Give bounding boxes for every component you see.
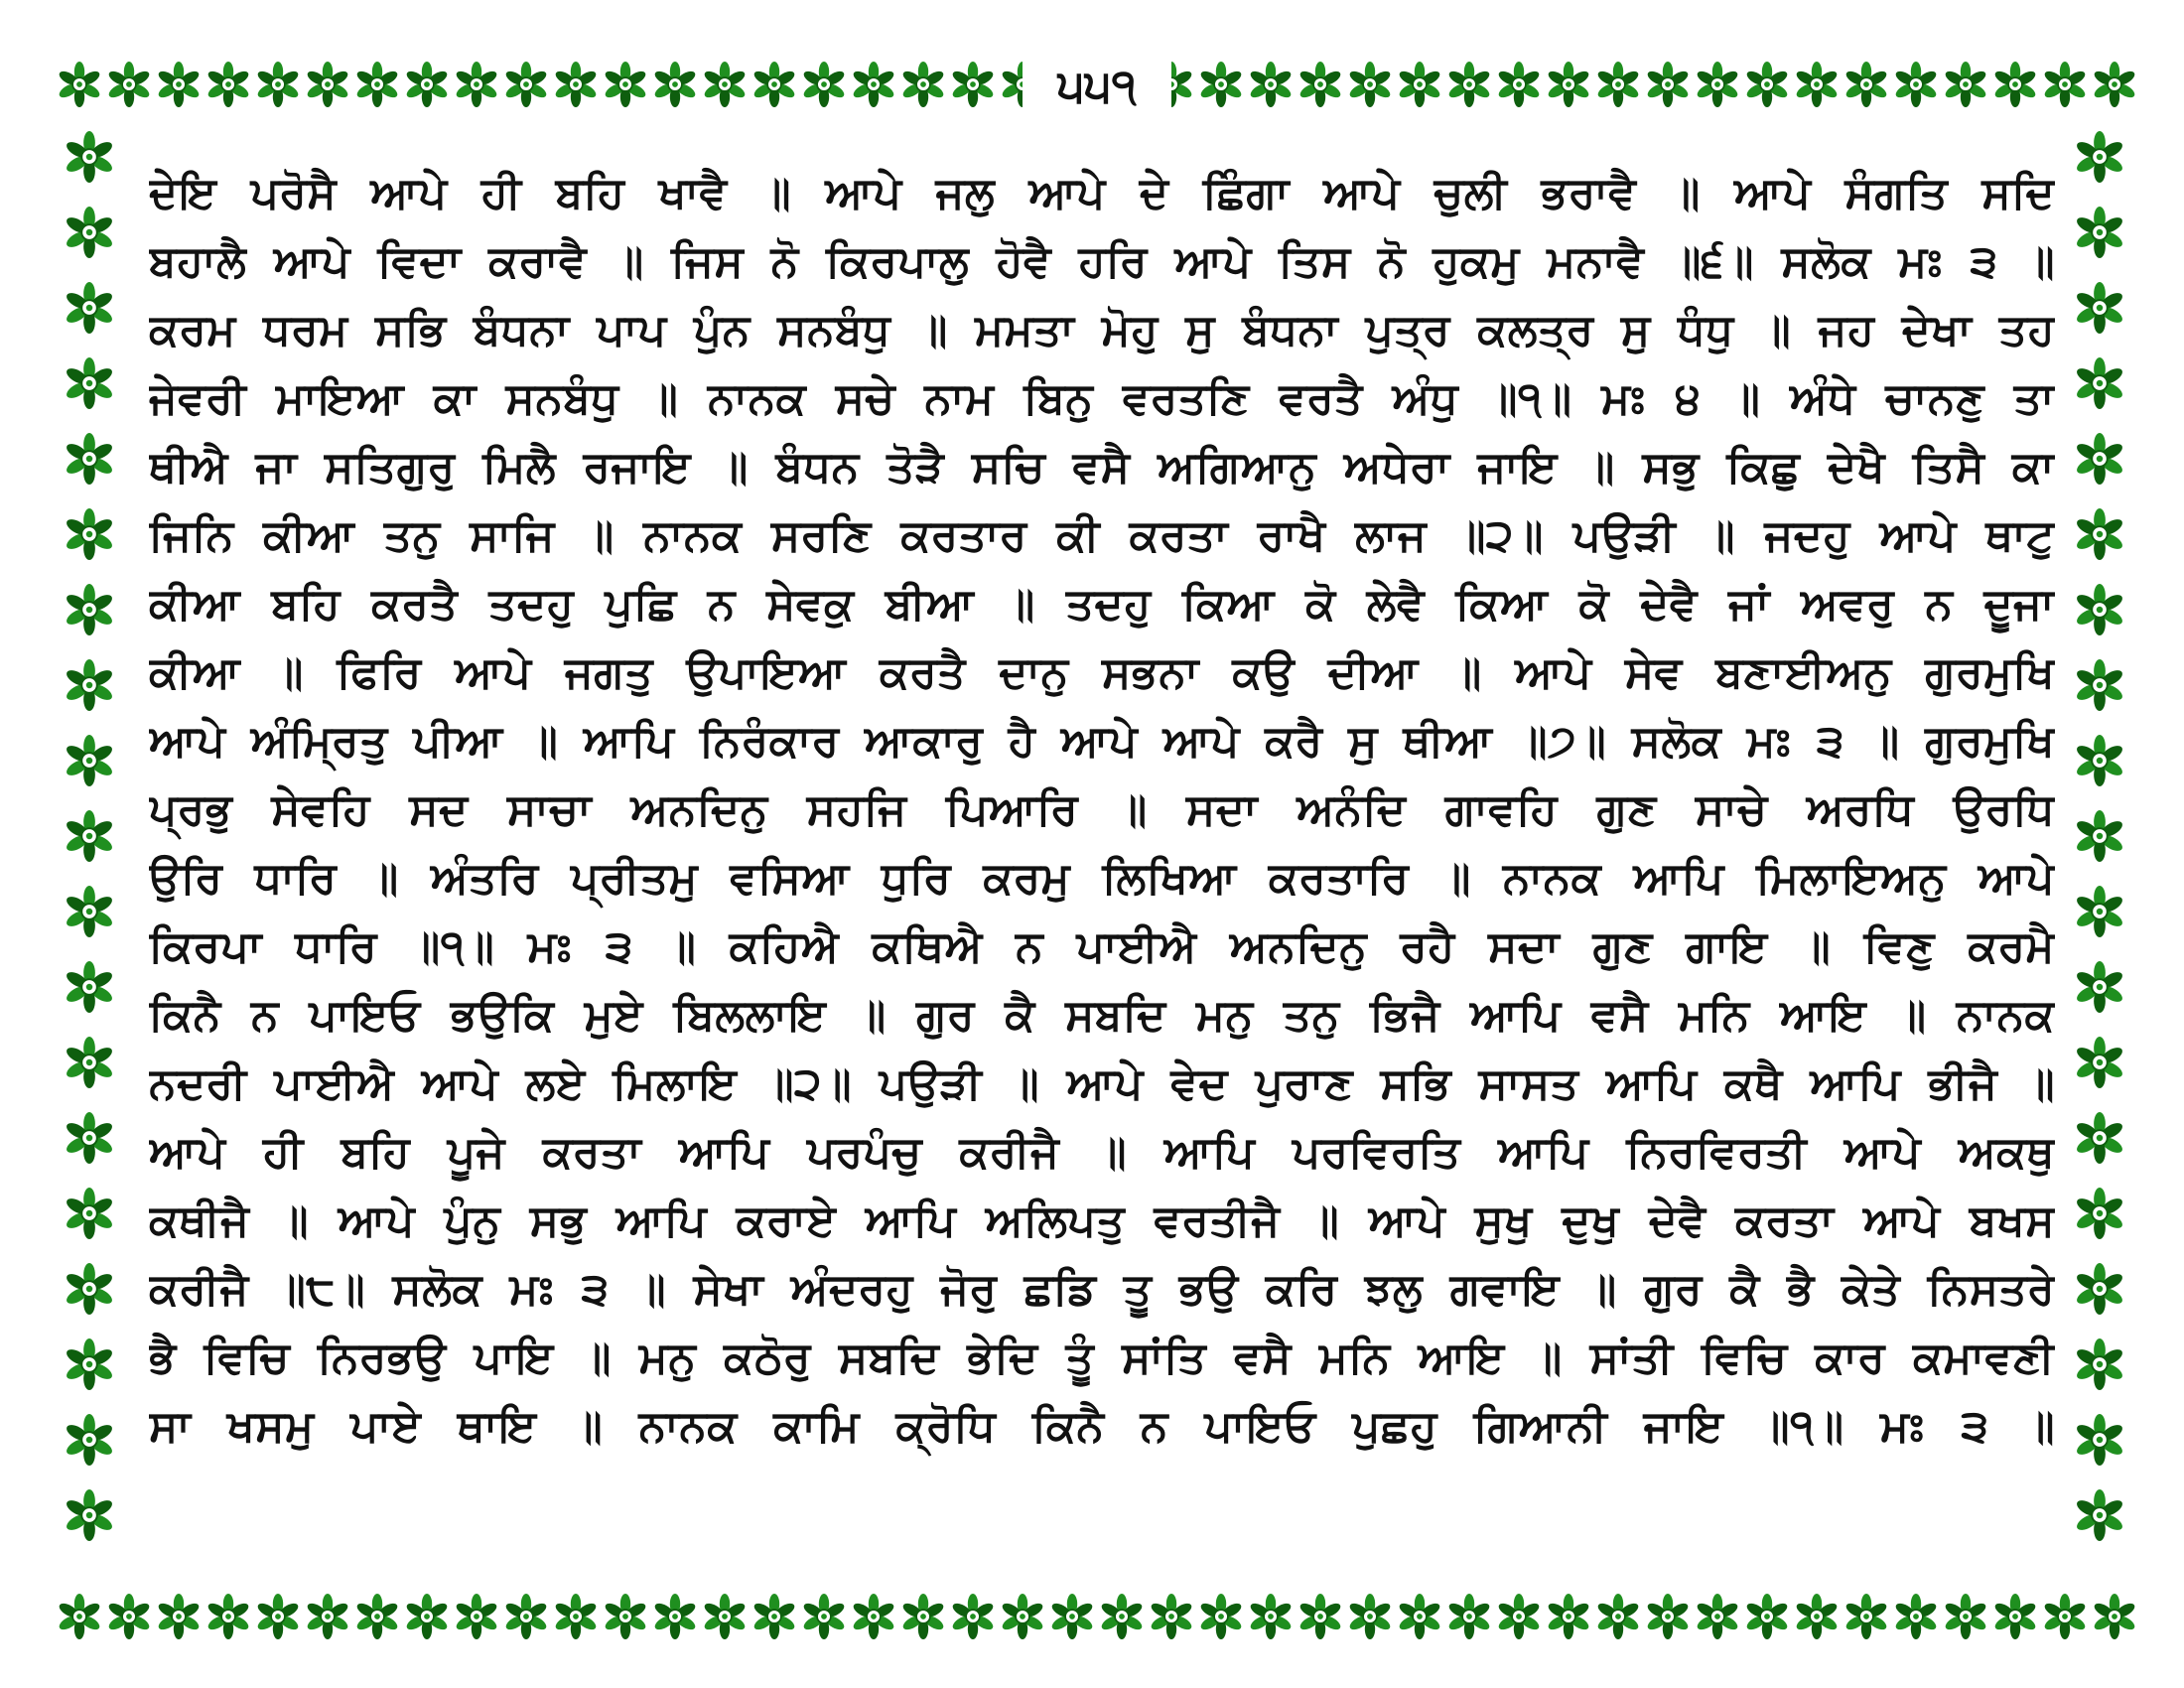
flower-icon	[156, 62, 202, 107]
flower-icon	[255, 62, 301, 107]
text-line: ਕਿਰਪਾ ਧਾਰਿ ॥੧॥ ਮਃ ੩ ॥ ਕਹਿਐ ਕਥਿਐ ਨ ਪਾਈਐ ਅਨਦਿਨੁ ਰਹੈ ਸਦਾ ਗੁਣ ਗਾਇ ॥ ਵਿਣੁ ਕਰਮੈ	[149, 921, 2055, 972]
page-number: ੫੫੧	[1057, 59, 1137, 112]
text-line: ਦੇਇ ਪਰੋਸੈ ਆਪੇ ਹੀ ਬਹਿ ਖਾਵੈ ॥ ਆਪੇ ਜਲੁ ਆਪੇ ਦੇ ਛਿੰਗਾ ਆਪੇ ਚੁਲੀ ਭਰਾਵੈ ॥ ਆਪੇ ਸੰਗਤਿ ਸਦਿ	[149, 168, 2055, 218]
flower-icon	[1397, 62, 1442, 107]
flower-icon	[751, 1594, 797, 1639]
flower-icon	[2074, 1263, 2125, 1315]
flower-icon	[1893, 62, 1939, 107]
flower-icon	[851, 1594, 896, 1639]
text-line: ਆਪੇ ਹੀ ਬਹਿ ਪੂਜੇ ਕਰਤਾ ਆਪਿ ਪਰਪੰਚੁ ਕਰੀਜੈ ॥ ਆਪਿ ਪਰਵਿਰਤਿ ਆਪਿ ਨਿਰਵਿਰਤੀ ਆਪੇ ਅਕਥੁ	[149, 1127, 2055, 1178]
flower-icon	[1000, 1594, 1045, 1639]
flower-icon	[1446, 1594, 1492, 1639]
flower-icon	[2074, 1112, 2125, 1164]
flower-icon	[1297, 1594, 1343, 1639]
flower-icon	[1843, 62, 1889, 107]
flower-icon	[1943, 1594, 1988, 1639]
flower-icon	[1695, 1594, 1740, 1639]
flower-icon	[354, 1594, 400, 1639]
flower-icon	[2074, 810, 2125, 862]
flower-icon	[255, 1594, 301, 1639]
flower-icon	[64, 1188, 115, 1239]
text-line: ਕਰੀਜੈ ॥੮॥ ਸਲੋਕ ਮਃ ੩ ॥ ਸੇਖਾ ਅੰਦਰਹੁ ਜੋਰੁ ਛਡਿ ਤੂ ਭਉ ਕਰਿ ਝਲੁ ਗਵਾਇ ॥ ਗੁਰ ਕੈ ਭੈ ਕੇਤੇ ਨਿਸਤਰੇ	[149, 1264, 2055, 1315]
flower-icon	[1943, 62, 1988, 107]
flower-icon	[1297, 62, 1343, 107]
flower-icon	[454, 1594, 499, 1639]
text-line: ਆਪੇ ਅੰਮ੍ਰਿਤੁ ਪੀਆ ॥ ਆਪਿ ਨਿਰੰਕਾਰ ਆਕਾਰੁ ਹੈ ਆਪੇ ਆਪੇ ਕਰੈ ਸੁ ਥੀਆ ॥੭॥ ਸਲੋਕ ਮਃ ੩ ॥ ਗੁਰਮੁਖਿ	[149, 716, 2055, 767]
flower-icon	[404, 62, 450, 107]
flower-icon	[2074, 961, 2125, 1013]
text-line: ਥੀਐ ਜਾ ਸਤਿਗੁਰੁ ਮਿਲੈ ਰਜਾਇ ॥ ਬੰਧਨ ਤੋੜੈ ਸਚਿ ਵਸੈ ਅਗਿਆਨੁ ਅਧੇਰਾ ਜਾਇ ॥ ਸਭੁ ਕਿਛੁ ਦੇਖੈ ਤਿਸੈ ਕਾ	[149, 442, 2055, 492]
flower-icon	[702, 62, 748, 107]
text-line: ਸਾ ਖਸਮੁ ਪਾਏ ਥਾਇ ॥ ਨਾਨਕ ਕਾਮਿ ਕ੍ਰੋਧਿ ਕਿਨੈ ਨ ਪਾਇਓ ਪੁਛਹੁ ਗਿਆਨੀ ਜਾਇ ॥੧॥ ਮਃ ੩ ॥	[149, 1401, 2055, 1452]
flower-icon	[2042, 1594, 2088, 1639]
flower-icon	[106, 62, 152, 107]
flower-icon	[2074, 508, 2125, 560]
text-line: ਜੇਵਰੀ ਮਾਇਆ ਕਾ ਸਨਬੰਧੁ ॥ ਨਾਨਕ ਸਚੇ ਨਾਮ ਬਿਨੁ ਵਰਤਣਿ ਵਰਤੈ ਅੰਧੁ ॥੧॥ ਮਃ ੪ ॥ ਅੰਧੇ ਚਾਨਣੁ ਤਾ	[149, 373, 2055, 424]
flower-icon	[106, 1594, 152, 1639]
text-line: ਕਿਨੈ ਨ ਪਾਇਓ ਭਉਕਿ ਮੁਏ ਬਿਲਲਾਇ ॥ ਗੁਰ ਕੈ ਸਬਦਿ ਮਨੁ ਤਨੁ ਭਿਜੈ ਆਪਿ ਵਸੈ ਮਨਿ ਆਇ ॥ ਨਾਨਕ	[149, 990, 2055, 1041]
flower-icon	[603, 62, 648, 107]
scripture-text	[149, 159, 2055, 1539]
flower-icon	[1893, 1594, 1939, 1639]
flower-icon	[2074, 1338, 2125, 1390]
flower-icon	[1496, 1594, 1542, 1639]
flower-icon	[1149, 1594, 1194, 1639]
flower-icon	[950, 62, 996, 107]
flower-icon	[1198, 1594, 1244, 1639]
flower-icon	[1794, 1594, 1840, 1639]
flower-icon	[1595, 62, 1641, 107]
flower-icon	[1794, 62, 1840, 107]
flower-icon	[1248, 62, 1294, 107]
flower-icon	[2074, 1037, 2125, 1088]
flower-icon	[64, 1489, 115, 1541]
flower-icon	[2074, 1489, 2125, 1541]
flower-icon	[1446, 62, 1492, 107]
text-line: ਪ੍ਰਭੁ ਸੇਵਹਿ ਸਦ ਸਾਚਾ ਅਨਦਿਨੁ ਸਹਜਿ ਪਿਆਰਿ ॥ ਸਦਾ ਅਨੰਦਿ ਗਾਵਹਿ ਗੁਣ ਸਾਚੇ ਅਰਧਿ ਉਰਧਿ	[149, 784, 2055, 835]
text-line: ਕੀਆ ਬਹਿ ਕਰਤੈ ਤਦਹੁ ਪੁਛਿ ਨ ਸੇਵਕੁ ਬੀਆ ॥ ਤਦਹੁ ਕਿਆ ਕੋ ਲੇਵੈ ਕਿਆ ਕੋ ਦੇਵੈ ਜਾਂ ਅਵਰੁ ਨ ਦੂਜਾ	[149, 579, 2055, 630]
text-line: ਕਰਮ ਧਰਮ ਸਭਿ ਬੰਧਨਾ ਪਾਪ ਪੁੰਨ ਸਨਬੰਧੁ ॥ ਮਮਤਾ ਮੋਹੁ ਸੁ ਬੰਧਨਾ ਪੁਤ੍ਰ ਕਲਤ੍ਰ ਸੁ ਧੰਧੁ ॥ ਜਹ ਦੇਖਾ ਤਹ	[149, 305, 2055, 355]
flower-icon	[751, 62, 797, 107]
flower-icon	[702, 1594, 748, 1639]
flower-icon	[652, 62, 698, 107]
flower-icon	[205, 62, 251, 107]
flower-icon	[64, 886, 115, 937]
flower-icon	[64, 131, 115, 183]
bottom-flower-border	[55, 1579, 2139, 1653]
flower-icon	[1397, 1594, 1442, 1639]
flower-icon	[64, 508, 115, 560]
flower-icon	[1645, 1594, 1691, 1639]
flower-icon	[57, 1594, 102, 1639]
flower-icon	[2074, 1414, 2125, 1466]
flower-icon	[900, 1594, 946, 1639]
left-flower-border	[55, 119, 124, 1579]
flower-icon	[1496, 62, 1542, 107]
flower-icon	[64, 433, 115, 485]
flower-icon	[801, 62, 847, 107]
flower-icon	[1744, 62, 1790, 107]
flower-icon	[64, 1112, 115, 1164]
flower-icon	[205, 1594, 251, 1639]
flower-icon	[64, 1414, 115, 1466]
flower-icon	[64, 584, 115, 635]
flower-icon	[64, 810, 115, 862]
flower-icon	[2074, 735, 2125, 786]
flower-icon	[2074, 131, 2125, 183]
flower-icon	[1248, 1594, 1294, 1639]
flower-icon	[64, 961, 115, 1013]
flower-icon	[1695, 62, 1740, 107]
flower-icon	[603, 1594, 648, 1639]
flower-icon	[1595, 1594, 1641, 1639]
flower-icon	[1744, 1594, 1790, 1639]
flower-icon	[503, 1594, 549, 1639]
flower-icon	[305, 1594, 350, 1639]
right-flower-border	[2065, 119, 2134, 1579]
flower-icon	[454, 62, 499, 107]
flower-icon	[2092, 62, 2137, 107]
flower-icon	[503, 62, 549, 107]
flower-icon	[1645, 62, 1691, 107]
flower-icon	[900, 62, 946, 107]
flower-icon	[64, 357, 115, 409]
flower-icon	[851, 62, 896, 107]
flower-icon	[64, 659, 115, 711]
flower-icon	[404, 1594, 450, 1639]
flower-icon	[2074, 886, 2125, 937]
flower-icon	[950, 1594, 996, 1639]
flower-icon	[2092, 1594, 2137, 1639]
flower-icon	[1198, 62, 1244, 107]
flower-icon	[57, 62, 102, 107]
text-line: ਕੀਆ ॥ ਫਿਰਿ ਆਪੇ ਜਗਤੁ ਉਪਾਇਆ ਕਰਤੈ ਦਾਨੁ ਸਭਨਾ ਕਉ ਦੀਆ ॥ ਆਪੇ ਸੇਵ ਬਣਾਈਅਨੁ ਗੁਰਮੁਖਿ	[149, 647, 2055, 698]
flower-icon	[1347, 62, 1393, 107]
flower-icon	[2074, 207, 2125, 258]
flower-icon	[1099, 1594, 1145, 1639]
flower-icon	[1843, 1594, 1889, 1639]
flower-icon	[553, 1594, 599, 1639]
flower-icon	[156, 1594, 202, 1639]
text-line: ਜਿਨਿ ਕੀਆ ਤਨੁ ਸਾਜਿ ॥ ਨਾਨਕ ਸਰਣਿ ਕਰਤਾਰ ਕੀ ਕਰਤਾ ਰਾਖੈ ਲਾਜ ॥੨॥ ਪਉੜੀ ॥ ਜਦਹੁ ਆਪੇ ਥਾਟੁ	[149, 510, 2055, 561]
flower-icon	[1992, 62, 2038, 107]
flower-icon	[64, 1037, 115, 1088]
flower-icon	[2074, 1188, 2125, 1239]
flower-icon	[553, 62, 599, 107]
flower-icon	[1546, 62, 1591, 107]
flower-icon	[652, 1594, 698, 1639]
text-line: ਬਹਾਲੈ ਆਪੇ ਵਿਦਾ ਕਰਾਵੈ ॥ ਜਿਸ ਨੋ ਕਿਰਪਾਲੁ ਹੋਵੈ ਹਰਿ ਆਪੇ ਤਿਸ ਨੋ ਹੁਕਮੁ ਮਨਾਵੈ ॥੬॥ ਸਲੋਕ ਮਃ ੩ ॥	[149, 236, 2055, 287]
flower-icon	[801, 1594, 847, 1639]
flower-icon	[1347, 1594, 1393, 1639]
flower-icon	[64, 735, 115, 786]
flower-icon	[1049, 1594, 1095, 1639]
flower-icon	[2042, 62, 2088, 107]
flower-icon	[2074, 357, 2125, 409]
flower-icon	[354, 62, 400, 107]
flower-icon	[1992, 1594, 2038, 1639]
flower-icon	[64, 1338, 115, 1390]
flower-icon	[64, 1263, 115, 1315]
flower-icon	[2074, 433, 2125, 485]
text-line: ਕਥੀਜੈ ॥ ਆਪੇ ਪੁੰਨੁ ਸਭੁ ਆਪਿ ਕਰਾਏ ਆਪਿ ਅਲਿਪਤੁ ਵਰਤੀਜੈ ॥ ਆਪੇ ਸੁਖੁ ਦੁਖੁ ਦੇਵੈ ਕਰਤਾ ਆਪੇ ਬਖਸ	[149, 1196, 2055, 1246]
text-line: ਨਦਰੀ ਪਾਈਐ ਆਪੇ ਲਏ ਮਿਲਾਇ ॥੨॥ ਪਉੜੀ ॥ ਆਪੇ ਵੇਦ ਪੁਰਾਣ ਸਭਿ ਸਾਸਤ ਆਪਿ ਕਥੈ ਆਪਿ ਭੀਜੈ ॥	[149, 1058, 2055, 1109]
text-line: ਉਰਿ ਧਾਰਿ ॥ ਅੰਤਰਿ ਪ੍ਰੀਤਮੁ ਵਸਿਆ ਧੁਰਿ ਕਰਮੁ ਲਿਖਿਆ ਕਰਤਾਰਿ ॥ ਨਾਨਕ ਆਪਿ ਮਿਲਾਇਅਨੁ ਆਪੇ	[149, 853, 2055, 904]
flower-icon	[305, 62, 350, 107]
flower-icon	[2074, 282, 2125, 334]
flower-icon	[64, 282, 115, 334]
flower-icon	[64, 207, 115, 258]
flower-icon	[2074, 659, 2125, 711]
flower-icon	[1546, 1594, 1591, 1639]
text-line: ਭੈ ਵਿਚਿ ਨਿਰਭਉ ਪਾਇ ॥ ਮਨੁ ਕਠੋਰੁ ਸਬਦਿ ਭੇਦਿ ਤੂੰ ਸਾਂਤਿ ਵਸੈ ਮਨਿ ਆਇ ॥ ਸਾਂਤੀ ਵਿਚਿ ਕਾਰ ਕਮਾਵਣੀ	[149, 1333, 2055, 1383]
flower-icon	[2074, 584, 2125, 635]
